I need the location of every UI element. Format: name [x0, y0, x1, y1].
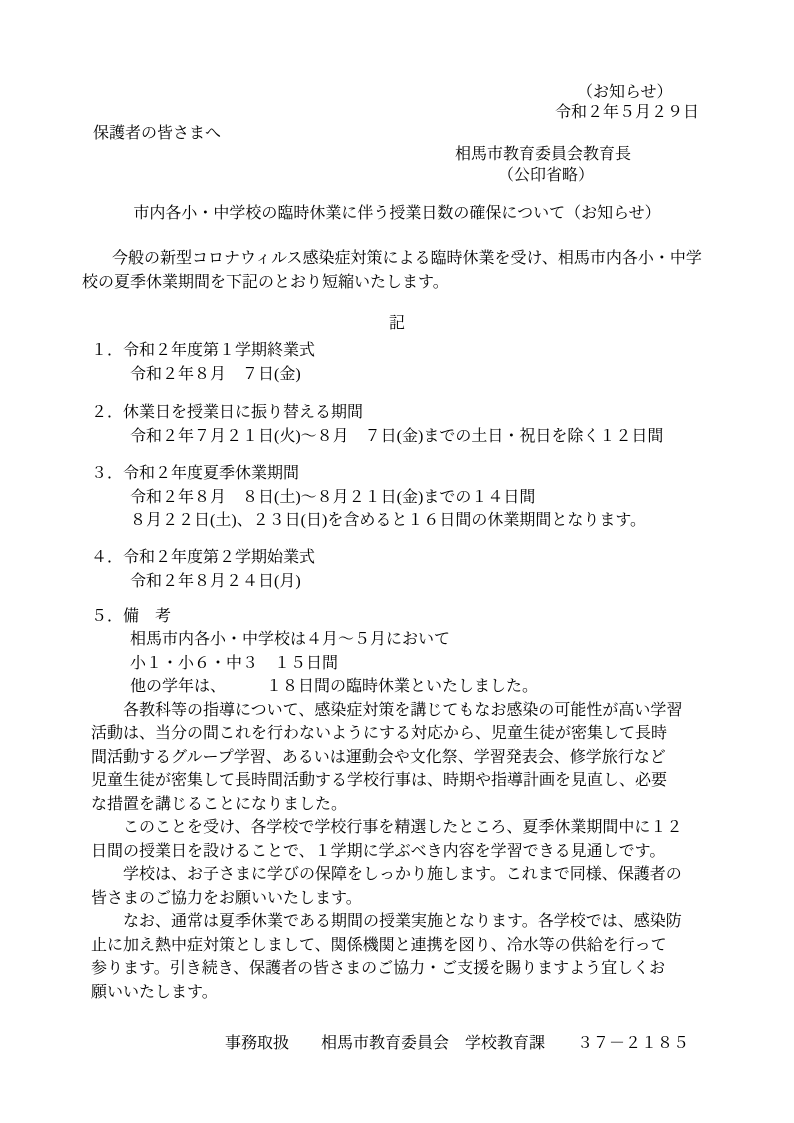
document-title: 市内各小・中学校の臨時休業に伴う授業日数の確保について（お知らせ） [133, 205, 661, 222]
record-mark: 記 [388, 315, 405, 332]
section-3-line-1: 令和２年８月 ８日(土)～８月２１日(金)までの１４日間 [130, 489, 536, 506]
section-3-heading: ３．令和２年度夏季休業期間 [91, 465, 300, 482]
remarks-p1-line-2: 活動は、当分の間これを行わないようにする対応から、児童生徒が密集して長時 [91, 725, 668, 742]
section-2-heading: ２．休業日を授業日に振り替える期間 [91, 404, 364, 421]
remarks-p4-line-2: 止に加え熱中症対策としまして、関係機関と連携を図り、冷水等の供給を行って [91, 937, 667, 954]
section-5-line-3: 他の学年は、 １８日間の臨時休業といたしました。 [130, 678, 539, 695]
footer-contact-line: 事務取扱 相馬市教育委員会 学校教育課 ３７－２１８５ [225, 1035, 690, 1052]
sender-line: 相馬市教育委員会教育長 [455, 146, 632, 163]
remarks-p2-line-1: このことを受け、各学校で学校行事を精選したところ、夏季休業期間中に１２ [123, 819, 683, 836]
intro-line-1: 今般の新型コロナウィルス感染症対策による臨時休業を受け、相馬市内各小・中学 [112, 250, 702, 267]
section-1-heading: １．令和２年度第１学期終業式 [91, 342, 316, 359]
seal-note: （公印省略） [498, 167, 595, 184]
remarks-p2-line-2: 日間の授業日を設けることで、１学期に学ぶべき内容を学習できる見通しです。 [91, 843, 666, 860]
section-3-line-2: ８月２２日(土)、２３日(日)を含めると１６日間の休業期間となります。 [130, 512, 647, 529]
section-4-heading: ４．令和２年度第２学期始業式 [91, 549, 316, 566]
recipient-line: 保護者の皆さまへ [93, 125, 222, 142]
remarks-p4-line-3: 参ります。引き続き、保護者の皆さまのご協力・ご支援を賜りますよう宜しくお [91, 960, 666, 977]
remarks-p4-line-4: 願いいたします。 [91, 984, 218, 1001]
section-4-line-1: 令和２年８月２４日(月) [130, 573, 301, 590]
remarks-p4-line-1: なお、通常は夏季休業である期間の授業実施となります。各学校では、感染防 [123, 913, 682, 930]
remarks-p1-line-1: 各教科等の指導について、感染症対策を講じてもなお感染の可能性が高い学習 [123, 702, 683, 719]
remarks-p3-line-2: 皆さまのご協力をお願いいたします。 [91, 890, 362, 907]
document-date: 令和２年５月２９日 [555, 104, 700, 121]
remarks-p1-line-5: な措置を講じることになりました。 [91, 796, 348, 813]
section-5-heading: ５．備 考 [91, 608, 172, 625]
notice-label: （お知らせ） [577, 84, 673, 101]
section-5-line-2: 小１・小６・中３ １５日間 [130, 655, 339, 672]
section-5-line-1: 相馬市内各小・中学校は４月～５月において [130, 631, 451, 648]
intro-line-2: 校の夏季休業期間を下記のとおり短縮いたします。 [82, 274, 449, 291]
remarks-p1-line-4: 児童生徒が密集して長時間活動する学校行事は、時期や指導計画を見直し、必要 [91, 772, 668, 789]
section-2-line-1: 令和２年７月２１日(火)～８月 ７日(金)までの土日・祝日を除く１２日間 [130, 428, 664, 445]
remarks-p1-line-3: 間活動するグループ学習、あるいは運動会や文化祭、学習発表会、修学旅行など [91, 749, 666, 766]
section-1-line-1: 令和２年８月 ７日(金) [130, 366, 301, 383]
remarks-p3-line-1: 学校は、お子さまに学びの保障をしっかり施します。これまで同様、保護者の [123, 866, 682, 883]
